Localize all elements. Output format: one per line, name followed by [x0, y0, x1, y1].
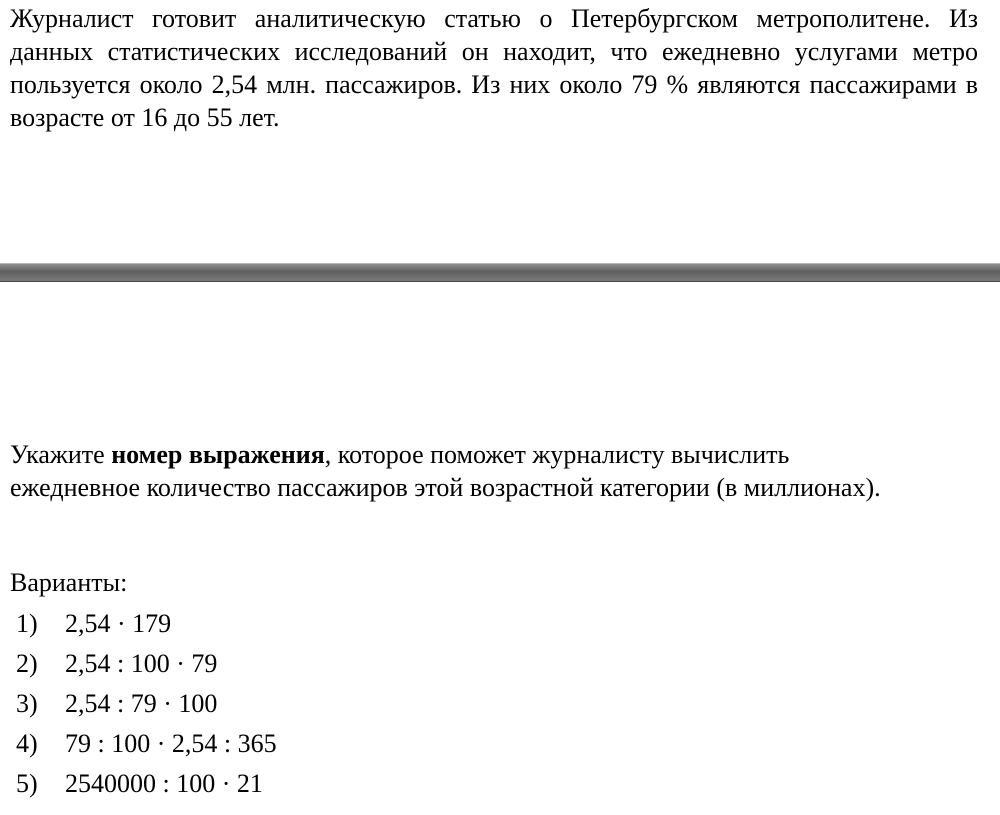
option-number: 4) — [16, 729, 38, 758]
option-number: 3) — [16, 689, 38, 718]
question-text-before: Укажите — [10, 440, 112, 469]
question-text-after: , которое поможет журналисту вычислить ежедневное количество пассажиров этой возрастной категории (в миллионах). — [10, 440, 881, 502]
question-emphasis: номер выражения — [111, 440, 325, 469]
option-expression: 2,54 : 100 · 79 — [65, 649, 218, 678]
option-expression: 79 : 100 · 2,54 : 365 — [65, 729, 277, 758]
option-item — [16, 764, 277, 804]
question-paragraph — [10, 438, 910, 504]
option-expression: 2,54 : 79 · 100 — [65, 689, 218, 718]
options-title: Варианты: — [10, 568, 128, 597]
option-number: 5) — [16, 769, 38, 798]
option-expression: 2,54 · 179 — [65, 609, 172, 638]
options-list — [16, 604, 277, 804]
option-expression: 2540000 : 100 · 21 — [65, 769, 263, 798]
option-item — [16, 724, 277, 764]
option-item — [16, 644, 277, 684]
intro-paragraph: Журналист готовит аналитическую статью о Петербургском метрополитене. Из данных статистических исследований он находит, что ежедневно услугами метро пользуется около 2,54 млн. пассажиров. Из них около 79 % являются пассажирами в возрасте от 16 до 55 лет. — [10, 4, 978, 132]
option-item — [16, 684, 277, 724]
option-number: 2) — [16, 649, 38, 678]
page-divider — [0, 263, 1000, 282]
option-number: 1) — [16, 609, 38, 638]
option-item — [16, 604, 277, 644]
